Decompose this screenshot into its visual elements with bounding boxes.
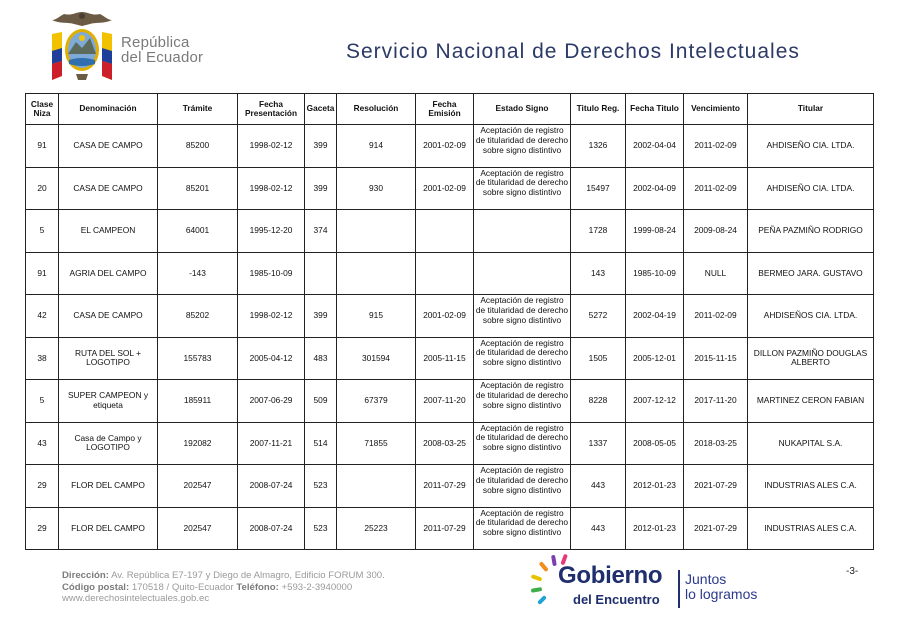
cell-estado-signo: Aceptación de registro de titularidad de derecho sobre signo distintivo	[474, 422, 571, 465]
cell-tramite: 85200	[158, 125, 238, 168]
cell-denominacion: EL CAMPEON	[59, 210, 158, 253]
cell-denominacion: Casa de Campo y LOGOTIPO	[59, 422, 158, 465]
cell-fecha-titulo: 2002-04-09	[626, 167, 684, 210]
cell-titulo-reg: 143	[571, 252, 626, 295]
cell-estado-signo	[474, 252, 571, 295]
cell-fecha-presentacion: 2007-06-29	[238, 380, 305, 423]
cell-denominacion: CASA DE CAMPO	[59, 295, 158, 338]
cell-titulo-reg: 8228	[571, 380, 626, 423]
cell-estado-signo: Aceptación de registro de titularidad de derecho sobre signo distintivo	[474, 465, 571, 508]
cell-estado-signo: Aceptación de registro de titularidad de derecho sobre signo distintivo	[474, 337, 571, 380]
cell-clase-niza: 29	[26, 507, 59, 550]
cell-tramite: 202547	[158, 465, 238, 508]
cell-gaceta: 399	[305, 167, 337, 210]
table-row	[26, 465, 874, 508]
cell-fecha-titulo: 2002-04-19	[626, 295, 684, 338]
header-clase-niza: Clase Niza	[26, 94, 59, 125]
cell-vencimiento: 2021-07-29	[684, 507, 748, 550]
cell-titular: AHDISEÑO CIA. LTDA.	[748, 125, 874, 168]
cell-estado-signo: Aceptación de registro de titularidad de derecho sobre signo distintivo	[474, 507, 571, 550]
cell-estado-signo: Aceptación de registro de titularidad de derecho sobre signo distintivo	[474, 295, 571, 338]
cell-clase-niza: 5	[26, 210, 59, 253]
cell-estado-signo: Aceptación de registro de titularidad de derecho sobre signo distintivo	[474, 380, 571, 423]
table-row	[26, 125, 874, 168]
cell-denominacion: FLOR DEL CAMPO	[59, 507, 158, 550]
cell-gaceta: 509	[305, 380, 337, 423]
header-tramite: Trámite	[158, 94, 238, 125]
cell-fecha-emision	[416, 210, 474, 253]
cell-resolucion: 915	[337, 295, 416, 338]
table-row	[26, 422, 874, 465]
cell-denominacion: AGRIA DEL CAMPO	[59, 252, 158, 295]
cell-titulo-reg: 5272	[571, 295, 626, 338]
table-row	[26, 210, 874, 253]
table-row	[26, 507, 874, 550]
cell-fecha-titulo: 2012-01-23	[626, 465, 684, 508]
gobierno-word: Gobierno	[558, 562, 663, 589]
cell-gaceta: 483	[305, 337, 337, 380]
cell-titular: PEÑA PAZMIÑO RODRIGO	[748, 210, 874, 253]
cell-fecha-titulo: 2012-01-23	[626, 507, 684, 550]
cell-fecha-emision: 2005-11-15	[416, 337, 474, 380]
cell-fecha-emision	[416, 252, 474, 295]
table-row	[26, 337, 874, 380]
cell-tramite: 64001	[158, 210, 238, 253]
cell-clase-niza: 38	[26, 337, 59, 380]
cell-fecha-titulo: 1985-10-09	[626, 252, 684, 295]
direccion-label: Dirección:	[62, 570, 109, 581]
cell-resolucion: 67379	[337, 380, 416, 423]
cell-titular: AHDISEÑO CIA. LTDA.	[748, 167, 874, 210]
cell-gaceta: 399	[305, 125, 337, 168]
cell-titulo-reg: 15497	[571, 167, 626, 210]
slogan-line2: lo logramos	[685, 586, 758, 602]
cell-fecha-emision: 2008-03-25	[416, 422, 474, 465]
cell-titular: MARTINEZ CERON FABIAN	[748, 380, 874, 423]
cell-vencimiento: 2011-02-09	[684, 167, 748, 210]
header-gaceta: Gaceta	[305, 94, 337, 125]
cell-resolucion: 25223	[337, 507, 416, 550]
header-titular: Titular	[748, 94, 874, 125]
cell-resolucion: 930	[337, 167, 416, 210]
cell-gaceta: 523	[305, 465, 337, 508]
cell-clase-niza: 29	[26, 465, 59, 508]
cell-tramite: 185911	[158, 380, 238, 423]
cell-fecha-presentacion: 2008-07-24	[238, 465, 305, 508]
slogan-line1: Juntos	[685, 571, 727, 587]
cell-vencimiento: 2015-11-15	[684, 337, 748, 380]
table-row	[26, 252, 874, 295]
cell-tramite: 155783	[158, 337, 238, 380]
cell-fecha-presentacion: 1985-10-09	[238, 252, 305, 295]
cell-resolucion	[337, 252, 416, 295]
cell-fecha-titulo: 2007-12-12	[626, 380, 684, 423]
telefono-value: +593-2-3940000	[281, 581, 353, 593]
cell-clase-niza: 20	[26, 167, 59, 210]
header-resolucion: Resolución	[337, 94, 416, 125]
cell-titulo-reg: 443	[571, 465, 626, 508]
cell-vencimiento: 2009-08-24	[684, 210, 748, 253]
cell-fecha-presentacion: 1998-02-12	[238, 295, 305, 338]
cell-gaceta: 523	[305, 507, 337, 550]
header-denominacion: Denominación	[59, 94, 158, 125]
republica-del-ecuador-logo-text	[121, 35, 203, 65]
cell-titulo-reg: 1728	[571, 210, 626, 253]
cell-fecha-emision: 2001-02-09	[416, 125, 474, 168]
header-titulo-reg: Titulo Reg.	[571, 94, 626, 125]
cell-vencimiento: 2018-03-25	[684, 422, 748, 465]
coat-of-arms-icon	[46, 6, 118, 86]
cell-fecha-titulo: 2002-04-04	[626, 125, 684, 168]
cell-tramite: 192082	[158, 422, 238, 465]
logo-divider	[678, 570, 680, 608]
cell-resolucion: 301594	[337, 337, 416, 380]
cell-vencimiento: NULL	[684, 252, 748, 295]
cell-fecha-presentacion: 2007-11-21	[238, 422, 305, 465]
header-vencimiento: Vencimiento	[684, 94, 748, 125]
cell-tramite: 85202	[158, 295, 238, 338]
cell-titular: AHDISEÑOS CIA. LTDA.	[748, 295, 874, 338]
cell-estado-signo: Aceptación de registro de titularidad de derecho sobre signo distintivo	[474, 125, 571, 168]
table-row	[26, 167, 874, 210]
table-row	[26, 295, 874, 338]
footer-website[interactable]: www.derechosintelectuales.gob.ec	[62, 593, 210, 604]
cell-clase-niza: 91	[26, 125, 59, 168]
cell-clase-niza: 91	[26, 252, 59, 295]
footer-contact	[62, 570, 385, 605]
cell-resolucion: 914	[337, 125, 416, 168]
postal-value: 170518 / Quito-Ecuador	[131, 581, 234, 593]
cell-fecha-titulo: 2008-05-05	[626, 422, 684, 465]
cell-clase-niza: 43	[26, 422, 59, 465]
del-encuentro-word: del Encuentro	[573, 592, 660, 607]
cell-denominacion: RUTA DEL SOL + LOGOTIPO	[59, 337, 158, 380]
slogan	[685, 572, 757, 602]
registry-table	[25, 93, 874, 550]
table-body	[26, 125, 874, 550]
cell-fecha-presentacion: 1998-02-12	[238, 125, 305, 168]
cell-gaceta: 514	[305, 422, 337, 465]
cell-fecha-presentacion: 2005-04-12	[238, 337, 305, 380]
page-number: -3-	[846, 566, 859, 577]
cell-resolucion	[337, 465, 416, 508]
cell-vencimiento: 2017-11-20	[684, 380, 748, 423]
cell-fecha-titulo: 2005-12-01	[626, 337, 684, 380]
cell-tramite: 85201	[158, 167, 238, 210]
cell-clase-niza: 42	[26, 295, 59, 338]
republica-line1: República	[121, 34, 190, 51]
cell-resolucion	[337, 210, 416, 253]
cell-fecha-emision: 2001-02-09	[416, 295, 474, 338]
cell-estado-signo	[474, 210, 571, 253]
cell-fecha-presentacion: 1998-02-12	[238, 167, 305, 210]
cell-fecha-emision: 2011-07-29	[416, 507, 474, 550]
header-fecha-emision: Fecha Emisión	[416, 94, 474, 125]
cell-titulo-reg: 1326	[571, 125, 626, 168]
cell-gaceta: 399	[305, 295, 337, 338]
cell-titular: INDUSTRIAS ALES C.A.	[748, 465, 874, 508]
direccion-value: Av. República E7-197 y Diego de Almagro, Edificio FORUM 300.	[111, 570, 385, 581]
cell-tramite: -143	[158, 252, 238, 295]
footer-address-line	[62, 570, 385, 582]
cell-fecha-emision: 2007-11-20	[416, 380, 474, 423]
cell-denominacion: CASA DE CAMPO	[59, 125, 158, 168]
footer-postal-line	[62, 582, 385, 594]
cell-titulo-reg: 1505	[571, 337, 626, 380]
postal-label: Código postal:	[62, 581, 130, 593]
cell-titulo-reg: 443	[571, 507, 626, 550]
header-fecha-presentacion: Fecha Presentación	[238, 94, 305, 125]
cell-titulo-reg: 1337	[571, 422, 626, 465]
header-fecha-titulo: Fecha Titulo	[626, 94, 684, 125]
cell-gaceta	[305, 252, 337, 295]
cell-vencimiento: 2011-02-09	[684, 125, 748, 168]
cell-gaceta: 374	[305, 210, 337, 253]
telefono-label: Teléfono:	[236, 581, 279, 593]
table-row	[26, 380, 874, 423]
cell-titular: BERMEO JARA. GUSTAVO	[748, 252, 874, 295]
cell-denominacion: SUPER CAMPEON y etiqueta	[59, 380, 158, 423]
cell-resolucion: 71855	[337, 422, 416, 465]
cell-titular: NUKAPITAL S.A.	[748, 422, 874, 465]
cell-fecha-presentacion: 1995-12-20	[238, 210, 305, 253]
header-estado-signo: Estado Signo	[474, 94, 571, 125]
cell-vencimiento: 2021-07-29	[684, 465, 748, 508]
cell-denominacion: CASA DE CAMPO	[59, 167, 158, 210]
cell-estado-signo: Aceptación de registro de titularidad de derecho sobre signo distintivo	[474, 167, 571, 210]
page-header	[0, 0, 900, 92]
cell-tramite: 202547	[158, 507, 238, 550]
cell-titular: DILLON PAZMIÑO DOUGLAS ALBERTO	[748, 337, 874, 380]
cell-fecha-titulo: 1999-08-24	[626, 210, 684, 253]
service-title: Servicio Nacional de Derechos Intelectuales	[346, 40, 800, 63]
gobierno-del-encuentro-logo	[530, 552, 860, 612]
cell-vencimiento: 2011-02-09	[684, 295, 748, 338]
cell-titular: INDUSTRIAS ALES C.A.	[748, 507, 874, 550]
cell-fecha-emision: 2011-07-29	[416, 465, 474, 508]
cell-fecha-presentacion: 2008-07-24	[238, 507, 305, 550]
cell-denominacion: FLOR DEL CAMPO	[59, 465, 158, 508]
republica-line2: del Ecuador	[121, 49, 204, 66]
cell-clase-niza: 5	[26, 380, 59, 423]
cell-fecha-emision: 2001-02-09	[416, 167, 474, 210]
table-header-row	[26, 94, 874, 125]
